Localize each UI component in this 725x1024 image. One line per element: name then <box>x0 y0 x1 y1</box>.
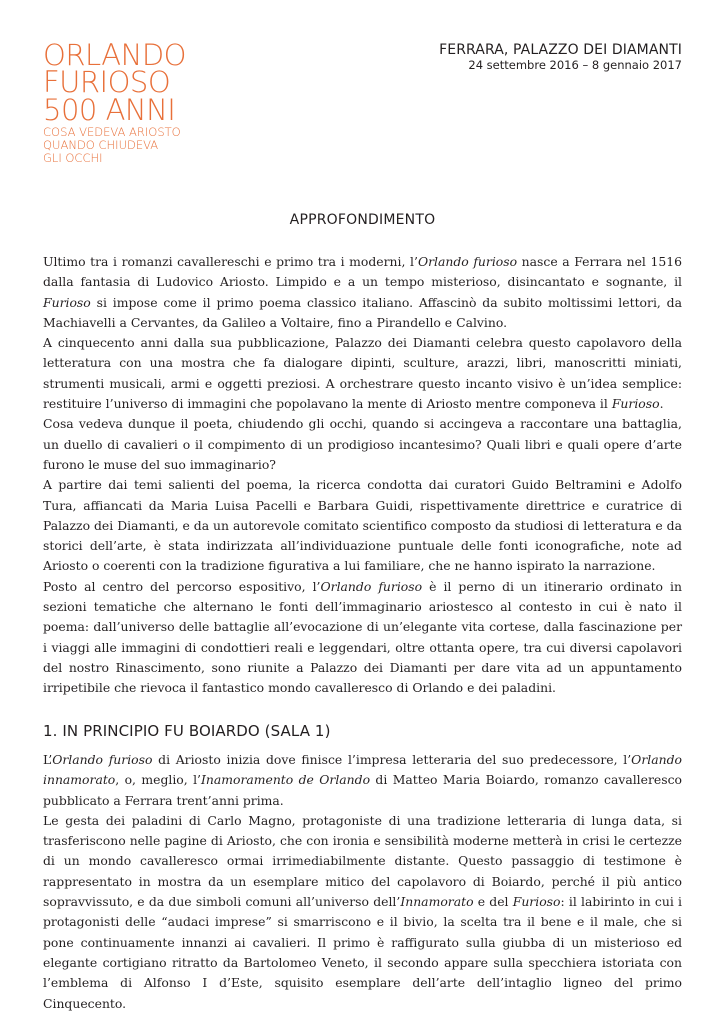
intro-paragraph-2: A cinquecento anni dalla sua pubblicazione, Palazzo dei Diamanti celebra questo capolavoro della letteratura con una mostra che fa dialogare dipinti, sculture, arazzi, libri, manoscritti miniati, strumenti musicali, armi e oggetti preziosi. A orchestrare questo incanto visivo è un’idea semplice: restituire l’universo di immagini che popolavano la mente di Ariosto mentre componeva il Furioso. <box>43 335 682 412</box>
logo-subtitle-line-1: COSA VEDEVA ARIOSTO <box>43 125 181 139</box>
logo-line-furioso: FURIOSO <box>43 65 171 99</box>
section-1-heading: 1. IN PRINCIPIO FU BOIARDO (SALA 1) <box>43 722 331 740</box>
section-title: APPROFONDIMENTO <box>289 212 436 228</box>
logo-subtitle-line-3: GLI OCCHI <box>43 151 103 165</box>
intro-paragraph-1: Ultimo tra i romanzi cavallereschi e primo tra i moderni, l’Orlando furioso nasce a Ferrara nel 1516 dalla fantasia di Ludovico Ariosto. Limpido e a un tempo misterioso, disincantato e sognante, il Furioso si impose come il primo poema classico italiano. Affascinò da subito moltissimi lettori, da Machiavelli a Cervantes, da Galileo a Voltaire, fino a Pirandello e Calvino. <box>43 254 682 330</box>
logo-subtitle <box>43 126 186 165</box>
logo-line-orlando: ORLANDO <box>43 38 186 72</box>
venue-place: FERRARA, PALAZZO DEI DIAMANTI <box>439 42 682 58</box>
section-1-paragraph-2: Le gesta dei paladini di Carlo Magno, protagoniste di una tradizione letteraria di lunga data, si trasferiscono nelle pagine di Ariosto, che con ironia e sensibilità moderne metterà in crisi le certezze di un mondo cavalleresco ormai irrimediabilmente distante. Questo passaggio di testimone è rappresentato in mostra da un esemplare mitico del capolavoro di Boiardo, perché il più antico sopravvissuto, e da due simboli comuni all’universo dell’Innamorato e del Furioso: il labirinto in cui i protagonisti delle “audaci imprese” si smarriscono e il bivio, la scelta tra il bene e il male, che si pone continuamente innanzi ai cavalieri. Il primo è raffigurato sulla giubba di un misterioso ed elegante cortigiano ritratto da Bartolomeo Veneto, il secondo appare sulla specchiera istoriata con l’emblema di Alfonso I d’Este, squisito esemplare dell’arte dell’intaglio ligneo del primo Cinquecento. <box>43 812 682 1011</box>
exhibition-dates: 24 settembre 2016 – 8 gennaio 2017 <box>468 58 682 72</box>
logo-line-500-anni: 500 ANNI <box>43 93 176 127</box>
section-1-paragraph-1: L’Orlando furioso di Ariosto inizia dove finisce l’impresa letteraria del suo predecessore, l’Orlando innamorato, o, meglio, l’Inamoramento de Orlando di Matteo Maria Boiardo, romanzo cavalleresco pubblicato a Ferrara trent’anni prima. <box>43 752 682 808</box>
logo-subtitle-line-2: QUANDO CHIUDEVA <box>43 138 159 152</box>
exhibition-logo <box>43 38 186 165</box>
venue-header <box>439 42 682 72</box>
intro-paragraph-4: A partire dai temi salienti del poema, la ricerca condotta dai curatori Guido Beltramini e Adolfo Tura, affiancati da Maria Luisa Pacelli e Barbara Guidi, rispettivamente direttrice e curatrice di Palazzo dei Diamanti, e da un autorevole comitato scientifico composto da studiosi di letteratura e da storici dell’arte, è stata indirizzata all’individuazione puntuale delle fonti iconografiche, note ad Ariosto o coerenti con la tradizione figurativa a lui familiare, che ne hanno ispirato la narrazione. <box>43 477 682 574</box>
intro-paragraph-5: Posto al centro del percorso espositivo, l’Orlando furioso è il perno di un itinerario ordinato in sezioni tematiche che alternano le fonti dell’immaginario ariostesco al contesto in cui è nato il poema: dall’universo delle battaglie all’evocazione di un’elegante vita cortese, dalla fascinazione per i viaggi alle immagini di condottieri reali e leggendari, oltre ottanta opere, tra cui diversi capolavori del nostro Rinascimento, sono riunite a Palazzo dei Diamanti per dare vita ad un appuntamento irripetibile che rievoca il fantastico mondo cavalleresco di Orlando e dei paladini. <box>43 578 682 696</box>
intro-text <box>43 252 682 699</box>
section-1-text <box>43 750 682 1014</box>
intro-paragraph-3: Cosa vedeva dunque il poeta, chiudendo gli occhi, quando si accingeva a raccontare una battaglia, un duello di cavalieri o il compimento di un prodigioso incantesimo? Quali libri e quali opere d’arte furono le muse del suo immaginario? <box>43 416 682 472</box>
